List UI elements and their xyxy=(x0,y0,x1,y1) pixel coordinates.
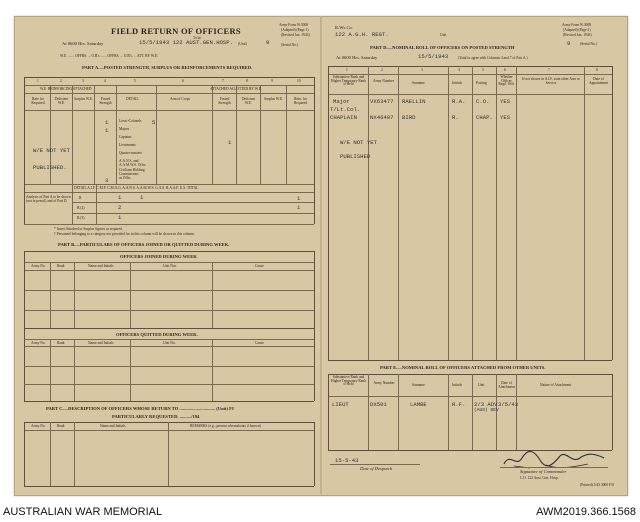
summary-value: 1 xyxy=(118,194,122,201)
sub-header-7: Posted Strength xyxy=(218,97,231,105)
serial-value-2: 9 xyxy=(567,40,571,47)
army-form-label-2: Army Form W.3008 xyxy=(562,23,592,27)
e-header: Unit xyxy=(478,383,485,387)
adapted-label: (Adapted) (Page 1) xyxy=(281,28,309,32)
e-header: Nature of Attachment xyxy=(540,383,572,387)
form-title: FIELD RETURN OF OFFICERS xyxy=(111,26,241,36)
unit-top-label: R.Ws.Co. xyxy=(335,25,353,30)
d-col-num: 2 xyxy=(381,68,383,72)
serial-label-2: (Serial No.) xyxy=(580,42,597,46)
quitted-header: Rank xyxy=(57,341,65,345)
footer-accession-number: AWM2019.366.1568 xyxy=(536,506,636,518)
quitted-header: Army No. xyxy=(31,341,46,345)
d-cell: NX46407 xyxy=(370,114,394,121)
print-ref: (Printed) 5/43 3000 F/S xyxy=(580,483,615,487)
signature-unit: C.O. 122 Aust. Gen. Hosp. xyxy=(520,476,559,480)
detail-item: Captains xyxy=(119,135,132,139)
d-cell: R. xyxy=(452,114,459,121)
summary-note: Analysis of Part A to be shown (not in pencil) and of Part D. xyxy=(26,195,71,203)
footnote-1: * Insert Attached or Surplus figures as required. xyxy=(54,227,123,231)
detail-item: A.A.N.S. and xyxy=(119,159,139,163)
e-cell-unit-2: (AUS) DEV xyxy=(474,408,499,413)
part-c-heading: PART C.—DESCRIPTION OF OFFICERS WHOSE RETURN TO ............................... (Unit) FI xyxy=(46,406,234,411)
d-col-num: 6 xyxy=(504,68,506,72)
part-d-at-rest: (Total to agree with Columns 4 and 7 of Part A.) xyxy=(458,56,528,60)
summary-row-label: B.(3) xyxy=(77,216,85,220)
e-header: Initials xyxy=(452,383,462,387)
part-e-heading: PART E.—NOMINAL ROLL OF OFFICERS ATTACHED FROM OTHER UNITS. xyxy=(380,365,546,370)
joined-header: Rank xyxy=(57,264,65,268)
d-col-num: 7 xyxy=(548,68,550,72)
detail-item: Commissions xyxy=(119,172,139,176)
adapted-label-2: (Adapted) (Page 2) xyxy=(563,28,591,32)
joined-title: OFFICERS JOINED DURING WEEK xyxy=(120,254,197,259)
sub-header-6: Arm of Corps xyxy=(170,97,190,101)
e-header: Army Number xyxy=(373,381,395,385)
sub-header-10: Rein. for Required xyxy=(293,97,308,105)
part-c-header: Army No. xyxy=(31,424,46,428)
col-num-9: 9 xyxy=(271,79,273,83)
e-header: Substantive Rank and Higher Temporary Rank if Held xyxy=(330,375,366,387)
col-num-3: 3 xyxy=(82,79,84,83)
detail-item: as Offrs. xyxy=(119,176,132,180)
d-header: Army Number xyxy=(372,79,395,83)
sub-header-5: DETAIL xyxy=(126,97,139,101)
joined-header: Unit Nos. xyxy=(163,264,177,268)
serial-label: (Serial No.) xyxy=(281,43,298,47)
unit-suffix: Unit xyxy=(440,33,447,37)
revised-label-2: (Revised Jan. 1943) xyxy=(563,33,592,37)
part-d-at-value: 15/5/1943 xyxy=(418,53,449,60)
typed-published-note-2: PUBLISHED xyxy=(340,153,371,160)
d-cell: YES xyxy=(500,98,511,105)
detail-number: 5 xyxy=(152,119,156,126)
e-cell: 2/3 ADV xyxy=(474,401,498,408)
group-right: ATTACHED ALLOTTED BY W.E. xyxy=(210,87,262,91)
part-a-heading: PART A.—POSTED STRENGTH, SURPLUS OR REINFORCEMENTS REQUIRED. xyxy=(82,65,253,70)
d-cell: BIRD xyxy=(402,114,416,121)
col-num-10: 10 xyxy=(297,79,301,83)
col-num-8: 8 xyxy=(246,79,248,83)
sub-header-4: Posted Strength xyxy=(99,97,112,105)
sub-header-8: Deficient W.E. xyxy=(241,97,256,105)
d-cell: YES xyxy=(500,114,511,121)
to-be-label: To be xyxy=(193,36,202,40)
at-line-value: 15/5/1943 122 AUST.GEN.HOSP. xyxy=(139,39,233,46)
at-line-label: At 0600 Hrs. Saturday xyxy=(62,41,104,46)
d-cell: Major xyxy=(333,98,350,105)
detail-number: 1 xyxy=(105,127,109,134)
page-fold xyxy=(320,16,322,494)
typed-we-note-2: W/E NOT YET xyxy=(340,139,377,146)
col-num-6: 6 xyxy=(182,79,184,83)
part-c-header: Name and Initials xyxy=(100,424,126,428)
col-num-5: 5 xyxy=(134,79,136,83)
d-cell: C.O. xyxy=(476,98,490,105)
part-c-header: Rank xyxy=(57,424,65,428)
d-header: Date of Appointment xyxy=(589,77,608,85)
e-cell: R.F. xyxy=(452,401,466,408)
d-cell: T/Lt.Col. xyxy=(330,106,361,113)
col-num-1: 1 xyxy=(37,79,39,83)
detail-number: 1 xyxy=(105,119,109,126)
joined-header: Army No. xyxy=(31,264,46,268)
summary-header: DETAIL A.I.F. C.M.F. C.M.A.G. A.A.N.S. A.A.M.W.S. G.A.S. R.A.A.F. U.S. TOTAL xyxy=(74,186,199,190)
d-header: Whether Officer Regd. Offr. xyxy=(498,75,515,87)
typed-published-note: PUBLISHED. xyxy=(33,164,67,171)
detail-item: A.A.M.W.S. Offrs. xyxy=(119,163,147,167)
despatch-label: Date of Despatch xyxy=(360,466,393,471)
joined-header: Cause xyxy=(255,264,264,268)
typed-we-note: W/E NOT YET xyxy=(33,147,70,154)
unit-label: (Unit) xyxy=(238,42,247,46)
part-d-at-label: At 0600 Hrs. Saturday xyxy=(336,55,378,60)
detail-item: Majors xyxy=(119,127,130,131)
sub-header-3: Surplus W.E. xyxy=(74,97,93,101)
detail-number: 3 xyxy=(105,177,109,184)
e-header: Date of Attachment xyxy=(498,381,515,389)
summary-value: 2 xyxy=(118,204,122,211)
col-num-2: 2 xyxy=(60,79,62,83)
sub-header-9: Surplus W.E. xyxy=(264,97,283,101)
d-col-num: 8 xyxy=(596,68,598,72)
footnote-2: † Personnel belonging to a category not provided for in this column will be shown in this column. xyxy=(54,232,195,236)
serial-value: 9 xyxy=(266,39,270,46)
signature-label: Signature of Commander xyxy=(520,469,567,474)
quitted-title: OFFICERS QUITTED DURING WEEK. xyxy=(116,332,198,337)
e-cell: LIEUT xyxy=(332,401,349,408)
revised-label: (Revised Jan. 1943) xyxy=(281,33,310,37)
col-num-7: 7 xyxy=(222,79,224,83)
we-line: W.E. ....... OFFRS. ... O.R's. ...... OFFRS. ... O.R's. ... ATT. BY W.E. xyxy=(60,54,158,58)
quitted-header: Unit No. xyxy=(163,341,176,345)
quitted-header: Name and Initials xyxy=(88,341,114,345)
e-cell: DX501 xyxy=(370,401,387,408)
army-form-label: Army Form W.3008 xyxy=(279,23,309,27)
summary-row-label: B.(2) xyxy=(77,206,85,210)
summary-value: 1 xyxy=(118,214,122,221)
sub-header-1: Rate for Required xyxy=(31,97,45,105)
summary-row-label: B xyxy=(79,196,82,200)
joined-header: Name and Initials xyxy=(88,264,114,268)
footer-institution: AUSTRALIAN WAR MEMORIAL xyxy=(3,506,163,518)
e-header: Surname xyxy=(412,383,425,387)
despatch-date: 15-5-43 xyxy=(335,457,359,464)
summary-value: 1 xyxy=(297,195,301,202)
d-col-num: 5 xyxy=(482,68,484,72)
d-col-num: 3 xyxy=(421,68,423,72)
d-col-num: 4 xyxy=(458,68,460,72)
e-cell: 3/5/43 xyxy=(498,401,519,408)
d-header: Surname xyxy=(412,81,425,85)
d-header: Substantive Rank and Higher Temporary Rank if Held xyxy=(330,75,366,87)
part-c-subheading: PARTICULARLY REQUESTED. ........../194 xyxy=(112,414,200,419)
detail-item: Quarter-masters xyxy=(119,151,143,155)
d-cell: R.A. xyxy=(452,98,466,105)
detail-number: 1 xyxy=(228,139,232,146)
d-header: Posting xyxy=(476,81,487,85)
part-c-header: REMARKS (e.g., present whereabouts if known) xyxy=(190,424,261,428)
d-cell: RAELLIN xyxy=(402,98,426,105)
e-cell: LAMBE xyxy=(410,401,427,408)
unit-top-value: 122 A.G.H. REGT. xyxy=(335,31,389,38)
quitted-header: Cause xyxy=(255,341,264,345)
d-cell: CHAPLAIN xyxy=(330,114,357,121)
part-b-heading: PART B.—PARTICULARS OF OFFICERS JOINED OR QUITTED DURING WEEK. xyxy=(58,242,230,247)
summary-value: 1 xyxy=(297,204,301,211)
d-cell: VX63477 xyxy=(370,98,394,105)
d-cell: CHAP. xyxy=(476,114,493,121)
d-col-num: 1 xyxy=(346,68,348,72)
group-left: W.E. REINFORCING ATTACHED xyxy=(40,87,92,91)
detail-item: Lieut.-Colonels xyxy=(119,119,142,123)
part-d-heading: PART D.—NOMINAL ROLL OF OFFICERS ON POSTED STRENGTH xyxy=(370,45,515,50)
detail-item: Lieutenants xyxy=(119,143,136,147)
summary-value: 1 xyxy=(140,194,144,201)
detail-item: Civilians Holding xyxy=(119,168,145,172)
d-header: Initials xyxy=(452,81,462,85)
d-header: If not shown in A.I.F. state other Arm or Service xyxy=(522,77,580,85)
col-num-4: 4 xyxy=(104,79,106,83)
sub-header-2: Deficient W.E. xyxy=(54,97,69,105)
